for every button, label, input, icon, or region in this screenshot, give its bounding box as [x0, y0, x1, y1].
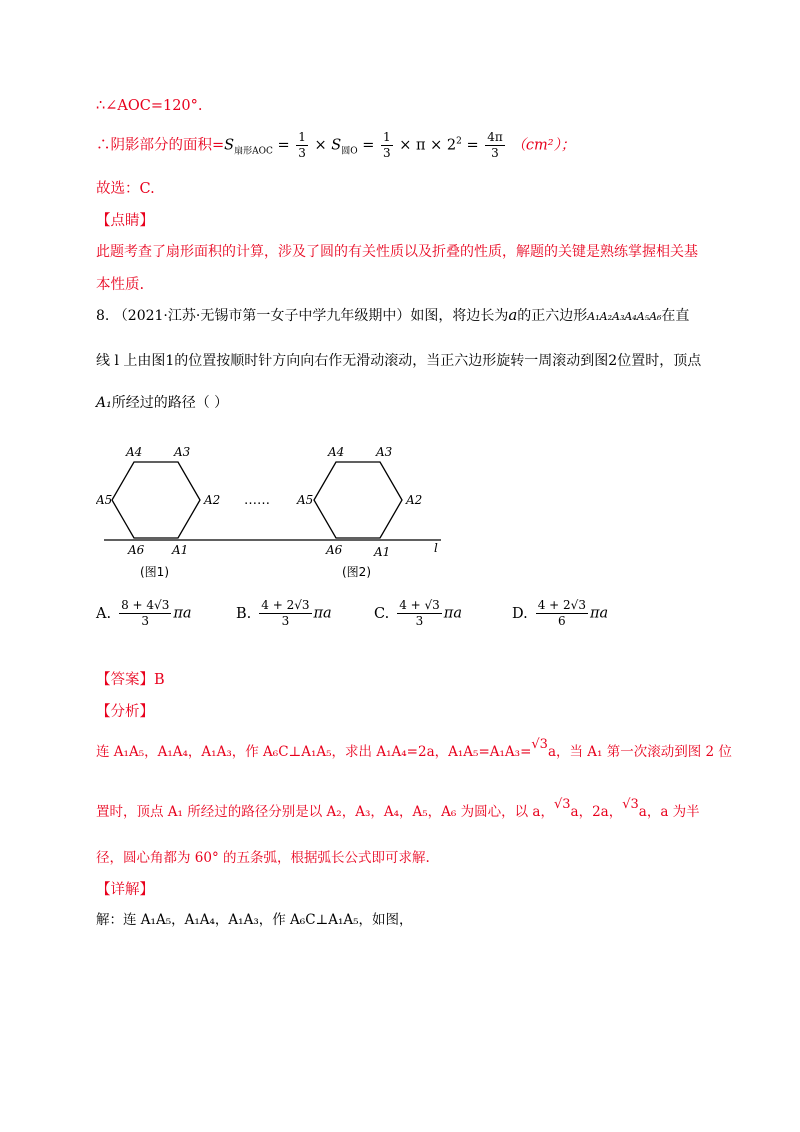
fraction-area: $\frac{4\pi}{3}$ [487, 130, 503, 160]
detail-heading: 【详解】 [96, 882, 154, 898]
fraction-one-third-b: $\frac{1}{3}$ [382, 130, 391, 160]
hexagon-1 [112, 462, 200, 538]
area-prefix: ∴阴影部分的面积= [96, 137, 225, 154]
hex1-label-a3: A3 [174, 445, 191, 459]
sqrt3-a: √3 [531, 737, 548, 752]
answer-heading: 【答案】B [96, 672, 165, 688]
option-c[interactable]: C. $\frac{4 + √3}{3}$ πa [374, 598, 462, 628]
option-d[interactable]: D. $\frac{4 + 2√3}{6}$ πa [512, 598, 609, 628]
ellipsis-dots: …… [244, 493, 270, 508]
hexagon-2 [314, 462, 402, 538]
area-s2-sub: 圆O [341, 146, 358, 157]
analysis-heading: 【分析】 [96, 704, 154, 720]
detail-line1: 解：连 A₁A₅，A₁A₄，A₁A₃，作 A₆C⊥A₁A₅，如图， [96, 912, 413, 928]
hex1-label-a5: A5 [96, 493, 113, 507]
caption-figure-2: (图2) [342, 565, 371, 579]
area-s1-sub: 扇形AOC [234, 146, 273, 157]
option-a[interactable]: A. $\frac{8 + 4√3}{3}$ πa [96, 598, 192, 628]
sqrt3-b: √3 [553, 797, 571, 812]
solution-area-line: ∴阴影部分的面积$=S_{扇形AOC}$ = $\frac{1}{3}$ × $S_{圆O}$ = $\frac{1}{3}$ × $\pi \times 2^2$ = $\frac{4\pi}{3}$ （cm²）； [96, 130, 576, 160]
analysis-line1: 连 A₁A₅，A₁A₄，A₁A₃，作 A₆C⊥A₁A₅，求出 A₁A₄=2a，A₁A₅=A₁A₃=√3a，当 A₁ 第一次滚动到图 2 位 [96, 737, 732, 760]
comment-body-line1: 此题考查了扇形面积的计算，涉及了圆的有关性质以及折叠的性质，解题的关键是熟练掌握相关基 [96, 244, 698, 260]
hex2-label-a4: A4 [328, 445, 345, 459]
hex2-label-a6: A6 [326, 543, 343, 557]
question-var-a: a [508, 306, 518, 324]
question-line1: 8. （2021·江苏·无锡市第一女子中学九年级期中）如图，将边长为a的正六边形A₁A₂A₃A₄A₅A₆在直 [96, 306, 690, 324]
hex1-label-a6: A6 [128, 543, 145, 557]
analysis-line3: 径，圆心角都为 60° 的五条弧，根据弧长公式即可求解. [96, 850, 430, 866]
caption-figure-1: (图1) [140, 565, 169, 579]
hex1-label-a1: A1 [172, 543, 189, 557]
question-line2: 线 l 上由图1的位置按顺时针方向向右作无滑动滚动，当正六边形旋转一周滚动到图2位置时，顶点 [96, 353, 702, 369]
vertex-a1-label: A₁ [96, 395, 112, 411]
area-power: 2 [456, 136, 462, 147]
hex2-label-a3: A3 [376, 445, 393, 459]
sqrt3-c: √3 [622, 797, 639, 812]
fraction-one-third-a: $\frac{1}{3}$ [298, 130, 306, 160]
comment-heading: 【点睛】 [96, 213, 154, 229]
analysis-line2: 置时，顶点 A₁ 所经过的路径分别是以 A₂，A₃，A₄，A₅，A₆ 为圆心，以 a，√3a，2a，√3a，a 为半 [96, 797, 700, 820]
area-equals: = [466, 137, 479, 154]
solution-choice: 故选：C. [96, 181, 155, 197]
option-b[interactable]: B. $\frac{4 + 2√3}{3}$ πa [236, 598, 332, 628]
solution-angle-line: ∴∠AOC=120°. [96, 98, 203, 114]
area-s1: S [224, 137, 235, 154]
hex1-label-a4: A4 [126, 445, 143, 459]
area-unit: （cm²）； [511, 137, 576, 154]
comment-body-line2: 本性质. [96, 277, 145, 293]
hex2-label-a2: A2 [406, 493, 423, 507]
hexagon-rolling-figure [96, 432, 456, 592]
hex2-label-a1: A1 [374, 545, 391, 559]
line-l-label: l [434, 541, 438, 555]
question-line3: A₁所经过的路径（ ） [96, 395, 229, 411]
hex1-label-a2: A2 [204, 493, 221, 507]
hex2-label-a5: A5 [297, 493, 314, 507]
hexagon-name: A₁A₂A₃A₄A₅A₆ [587, 310, 662, 323]
